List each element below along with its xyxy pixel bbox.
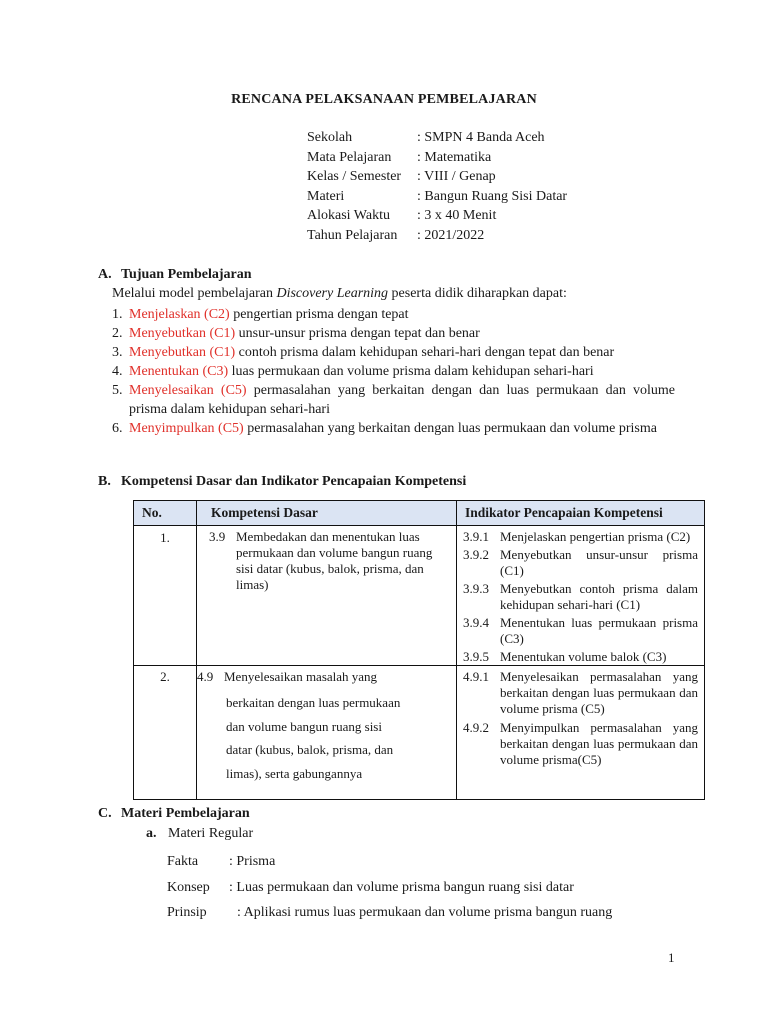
materi-value: : Luas permukaan dan volume prisma bangun ruang sisi datar bbox=[229, 880, 574, 895]
section-title: Tujuan Pembelajaran bbox=[121, 267, 252, 282]
competency-table bbox=[133, 500, 705, 800]
info-value: : Bangun Ruang Sisi Datar bbox=[417, 188, 568, 204]
list-item bbox=[112, 343, 675, 362]
info-label: Mata Pelajaran bbox=[307, 149, 392, 165]
list-item bbox=[112, 362, 675, 381]
list-item bbox=[112, 324, 675, 343]
indicator-code: 4.9.2 bbox=[463, 720, 489, 735]
info-row bbox=[307, 228, 567, 248]
objectives-list bbox=[112, 305, 675, 438]
item-number: 6. bbox=[112, 421, 123, 436]
list-item bbox=[112, 305, 675, 324]
info-row bbox=[307, 150, 567, 170]
indicator-code: 4.9.1 bbox=[463, 669, 489, 684]
indicator-text: Menyebutkan unsur-unsur prisma (C1) bbox=[500, 547, 698, 578]
kd-text-line: Menyelesaikan masalah yang bbox=[224, 669, 378, 684]
materi-label: Konsep bbox=[167, 880, 210, 895]
indicator-text: Menyebutkan contoh prisma dalam kehidupan sehari-hari (C1) bbox=[500, 581, 698, 612]
school-info-block bbox=[307, 130, 567, 247]
objective-text: luas permukaan dan volume prisma dalam kehidupan sehari-hari bbox=[228, 364, 594, 379]
objective-text: permasalahan yang berkaitan dengan dan luas permukaan dan volume prisma dalam kehidupan sehari-hari bbox=[129, 383, 675, 417]
indicator-item bbox=[457, 615, 704, 647]
section-letter: B. bbox=[98, 474, 111, 489]
indicator-item bbox=[457, 649, 704, 665]
materi-value: : Aplikasi rumus luas permukaan dan volume prisma bangun ruang bbox=[237, 905, 613, 920]
kd-text-line: dan volume bangun ruang sisi bbox=[226, 718, 382, 734]
objective-text: contoh prisma dalam kehidupan sehari-hari dengan tepat dan benar bbox=[235, 345, 615, 360]
objective-verb: Menjelaskan (C2) bbox=[129, 307, 230, 322]
row-number: 2. bbox=[134, 666, 197, 800]
indicator-code: 3.9.4 bbox=[463, 615, 489, 630]
table-row bbox=[134, 666, 705, 800]
objective-verb: Menyebutkan (C1) bbox=[129, 345, 236, 360]
info-label: Alokasi Waktu bbox=[307, 208, 390, 223]
column-header: Indikator Pencapaian Kompetensi bbox=[457, 501, 705, 526]
intro-model-name: Discovery Learning bbox=[276, 286, 389, 301]
info-row bbox=[307, 169, 567, 189]
indicator-cell bbox=[457, 526, 705, 666]
indicator-code: 3.9.1 bbox=[463, 529, 489, 544]
info-row bbox=[307, 130, 567, 150]
objective-verb: Menyimpulkan (C5) bbox=[129, 421, 244, 436]
kd-text-line: datar (kubus, balok, prisma, dan bbox=[226, 742, 394, 757]
kd-code: 4.9 bbox=[197, 669, 214, 684]
info-value: : 2021/2022 bbox=[417, 227, 485, 243]
indicator-code: 3.9.3 bbox=[463, 581, 489, 596]
indicator-text: Menjelaskan pengertian prisma (C2) bbox=[500, 529, 691, 544]
column-header: No. bbox=[134, 501, 197, 526]
materi-value: : Prisma bbox=[229, 854, 276, 869]
info-row bbox=[307, 189, 567, 209]
info-value: : 3 x 40 Menit bbox=[417, 208, 497, 223]
objective-text: permasalahan yang berkaitan dengan luas permukaan dan volume prisma bbox=[243, 421, 657, 436]
column-header: Kompetensi Dasar bbox=[197, 501, 457, 526]
objectives-intro bbox=[112, 286, 567, 302]
list-item bbox=[112, 381, 675, 419]
indicator-item bbox=[457, 581, 704, 613]
info-value: : SMPN 4 Banda Aceh bbox=[417, 130, 545, 145]
section-b-heading bbox=[98, 474, 466, 490]
section-letter: C. bbox=[98, 806, 112, 821]
row-number: 1. bbox=[134, 526, 197, 666]
info-value: : VIII / Genap bbox=[417, 169, 496, 184]
indicator-text: Menyimpulkan permasalahan yang berkaitan dengan luas permukaan dan volume prisma(C5) bbox=[500, 720, 698, 767]
item-number: 2. bbox=[112, 326, 123, 341]
indicator-text: Menyelesaikan permasalahan yang berkaitan dengan luas permukaan dan volume prisma (C5) bbox=[500, 669, 698, 716]
kd-cell bbox=[197, 526, 457, 666]
list-item bbox=[112, 419, 675, 438]
section-a-heading bbox=[98, 267, 252, 283]
intro-text: Melalui model pembelajaran bbox=[112, 286, 277, 301]
info-label: Sekolah bbox=[307, 130, 353, 145]
objective-verb: Menentukan (C3) bbox=[129, 364, 229, 379]
objective-text: unsur-unsur prisma dengan tepat dan benar bbox=[235, 326, 480, 341]
section-c-heading bbox=[98, 806, 250, 822]
page-number: 1 bbox=[668, 950, 675, 965]
materi-row bbox=[167, 854, 275, 870]
subsection-letter: a. bbox=[146, 826, 157, 841]
section-title: Materi Pembelajaran bbox=[121, 806, 250, 821]
indicator-code: 3.9.2 bbox=[463, 547, 489, 562]
indicator-text: Menentukan luas permukaan prisma (C3) bbox=[500, 615, 698, 646]
document-title: RENCANA PELAKSANAAN PEMBELAJARAN bbox=[231, 92, 537, 107]
section-title: Kompetensi Dasar dan Indikator Pencapaian Kompetensi bbox=[121, 474, 467, 489]
item-number: 4. bbox=[112, 364, 123, 379]
section-letter: A. bbox=[98, 267, 112, 282]
table-header-row bbox=[134, 501, 705, 526]
intro-text: peserta didik diharapkan dapat: bbox=[388, 286, 567, 301]
objective-text: pengertian prisma dengan tepat bbox=[229, 307, 409, 322]
indicator-item bbox=[457, 529, 704, 545]
subsection-title: Materi Regular bbox=[168, 826, 254, 841]
item-number: 3. bbox=[112, 345, 123, 360]
info-row bbox=[307, 208, 567, 228]
item-number: 1. bbox=[112, 307, 123, 322]
info-label: Tahun Pelajaran bbox=[307, 227, 398, 243]
materi-label: Fakta bbox=[167, 854, 199, 869]
table-row bbox=[134, 526, 705, 666]
item-number: 5. bbox=[112, 383, 123, 398]
indicator-cell bbox=[457, 666, 705, 800]
info-value: : Matematika bbox=[417, 149, 492, 165]
kd-text: Membedakan dan menentukan luas permukaan dan volume bangun ruang sisi datar (kubus, balok, prisma, dan limas) bbox=[236, 529, 433, 592]
materi-label: Prinsip bbox=[167, 905, 207, 920]
indicator-code: 3.9.5 bbox=[463, 649, 489, 664]
kd-text-line: berkaitan dengan luas permukaan bbox=[226, 695, 401, 710]
objective-verb: Menyebutkan (C1) bbox=[129, 326, 236, 341]
indicator-item bbox=[457, 669, 704, 717]
subsection-a-heading bbox=[146, 826, 253, 842]
info-label: Materi bbox=[307, 188, 345, 204]
indicator-text: Menentukan volume balok (C3) bbox=[500, 649, 667, 664]
materi-row bbox=[167, 905, 612, 921]
objective-verb: Menyelesaikan (C5) bbox=[129, 383, 247, 398]
kd-code: 3.9 bbox=[209, 529, 226, 544]
indicator-item bbox=[457, 547, 704, 579]
kd-cell bbox=[197, 666, 457, 800]
indicator-item bbox=[457, 720, 704, 768]
info-label: Kelas / Semester bbox=[307, 169, 402, 184]
materi-row bbox=[167, 880, 574, 896]
kd-text-line: limas), serta gabungannya bbox=[226, 765, 363, 781]
